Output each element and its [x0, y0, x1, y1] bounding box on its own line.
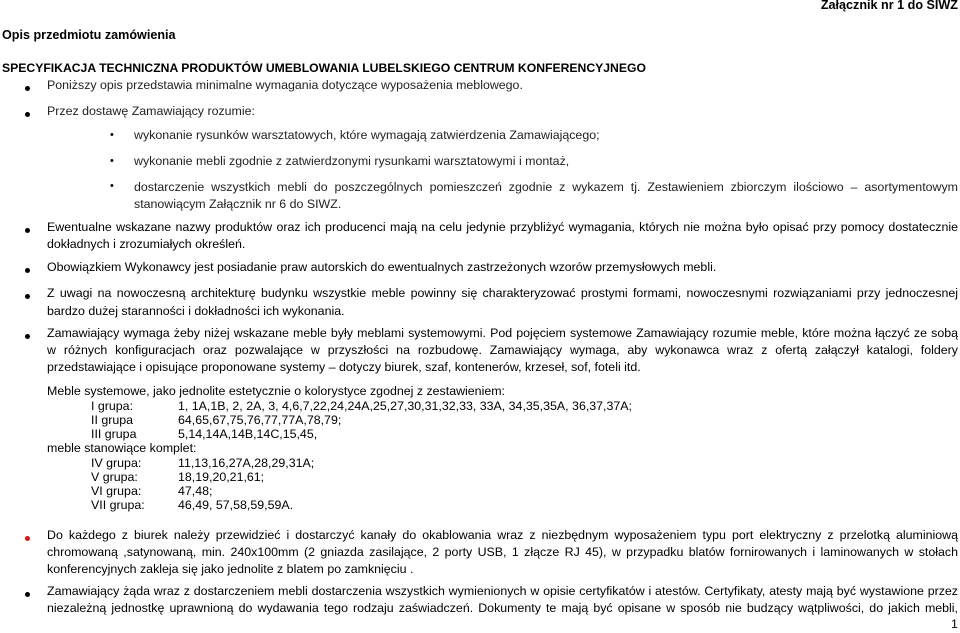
sub-bullet-2: wykonanie mebli zgodnie z zatwierdzonymi rysunkami warsztatowymi i montaż, [134, 154, 570, 168]
paragraph-5-line-2: chromowaną ,satynowaną, min. 240x100mm (2 gniazda zasilające, 2 porty USB, 1 złącze RJ 45), w przypadku blatów fornirowanych i laminowanych w stołach [47, 545, 958, 559]
group-values: 47,48; [178, 484, 213, 498]
paragraph-4-line-1: Zamawiający wymaga żeby niżej wskazane meble były meblami systemowymi. Pod pojęciem systemowe Zamawiający rozumie meble, które można łączyć ze sobą [47, 326, 958, 340]
bullet-icon [25, 112, 30, 117]
paragraph-4-line-2: w różnych konfiguracjach oraz pozwalające w przyszłości na rozbudowę. Zamawiający wymaga, aby wykonawca wraz z ofertą załączył katalogi, foldery [47, 343, 958, 357]
page-number: 1 [951, 617, 958, 631]
bullet-icon [25, 536, 30, 541]
group-label: IV grupa: [91, 456, 142, 470]
intro-bullet-1: Poniższy opis przedstawia minimalne wymagania dotyczące wyposażenia meblowego. [47, 78, 523, 92]
bullet-icon [25, 592, 30, 597]
paragraph-5-line-1: Do każdego z biurek należy przewidzieć i dostarczyć kanały do okablowania wraz z niezbędnym wyposażeniem typu port elektryczny z przelotką aluminiową [47, 528, 958, 542]
paragraph-5-line-3: konferencyjnych zakleja się jako jednolite z blatem po zamknięciu . [47, 562, 414, 576]
bullet-icon [25, 86, 30, 91]
paragraph-1-line-2: dokładnych i zrozumiałych określeń. [47, 237, 246, 251]
paragraph-4-line-3: przedstawiające i opisujące proponowane systemy – dotyczy biurek, szaf, kontenerów, krzeseł, sof, foteli itd. [47, 360, 641, 374]
group-values: 1, 1A,1B, 2, 2A, 3, 4,6,7,22,24,24A,25,27,30,31,32,33, 33A, 34,35,35A, 36,37,37A; [178, 399, 632, 413]
bullet-icon [25, 294, 30, 299]
group-values: 11,13,16,27A,28,29,31A; [178, 456, 315, 470]
paragraph-2: Obowiązkiem Wykonawcy jest posiadanie praw autorskich do ewentualnych zastrzeżonych wzorów przemysłowych mebli. [47, 260, 717, 274]
attachment-label: Załącznik nr 1 do SIWZ [820, 0, 958, 12]
group-label: II grupa [91, 413, 134, 427]
bullet-icon [25, 334, 30, 339]
group-label: VII grupa: [91, 498, 145, 512]
paragraph-6-line-1: Zamawiający żąda wraz z dostarczeniem mebli dostarczenia wszystkich wymienionych w opisie certyfikatów i atestów. Certyfikaty, atesty mają być wystawione przez [47, 584, 958, 598]
sub-bullet-icon: • [110, 129, 114, 141]
group-values: 18,19,20,21,61; [178, 470, 265, 484]
standalone-furniture-intro: meble stanowiące komplet: [47, 441, 197, 455]
spec-title: SPECYFIKACJA TECHNICZNA PRODUKTÓW UMEBLOWANIA LUBELSKIEGO CENTRUM KONFERENCYJNEGO [2, 61, 646, 75]
group-values: 5,14,14A,14B,14C,15,45, [178, 427, 318, 441]
group-values: 46,49, 57,58,59,59A. [178, 498, 294, 512]
sub-bullet-icon: • [110, 155, 114, 167]
system-furniture-intro: Meble systemowe, jako jednolite estetycznie o kolorystyce zgodnej z zestawieniem: [47, 384, 505, 398]
bullet-icon [25, 268, 30, 273]
group-values: 64,65,67,75,76,77,77A,78,79; [178, 413, 342, 427]
intro-bullet-2: Przez dostawę Zamawiający rozumie: [47, 104, 255, 118]
paragraph-3-line-2: bardzo dużej staranności i dokładności ich wykonania. [47, 304, 345, 318]
sub-bullet-3-line-2: stanowiącym Załącznik nr 6 do SIWZ. [134, 197, 342, 211]
section-title: Opis przedmiotu zamówienia [2, 28, 176, 42]
group-label: I grupa: [91, 399, 134, 413]
paragraph-6-line-2: niezależną jednostkę uprawnioną do wydawania tego rodzaju zaświadczeń. Dokumenty te mają być opisane w sposób nie budzący wątpliwości, do jakich mebli, [47, 601, 958, 615]
sub-bullet-1: wykonanie rysunków warsztatowych, które wymagają zatwierdzenia Zamawiającego; [134, 128, 600, 142]
paragraph-1-line-1: Ewentualne wskazane nazwy produktów oraz ich producenci mają na celu jedynie przybliżyć wymagania, których nie można było opisać przy pomocy dostatecznie [47, 220, 958, 234]
sub-bullet-icon: • [110, 180, 114, 192]
sub-bullet-3-line-1: dostarczenie wszystkich mebli do poszczególnych pomieszczeń zgodnie z wykazem tj. Zestawieniem zbiorczym ilościowo – asortymentowym [134, 180, 958, 194]
paragraph-3-line-1: Z uwagi na nowoczesną architekturę budynku wszystkie meble powinny się charakteryzować prostymi formami, nowoczesnymi rozwiązaniami przy jednoczesnej [47, 286, 958, 300]
group-label: VI grupa: [91, 484, 142, 498]
bullet-icon [25, 228, 30, 233]
group-label: V grupa: [91, 470, 138, 484]
group-label: III grupa [91, 427, 137, 441]
